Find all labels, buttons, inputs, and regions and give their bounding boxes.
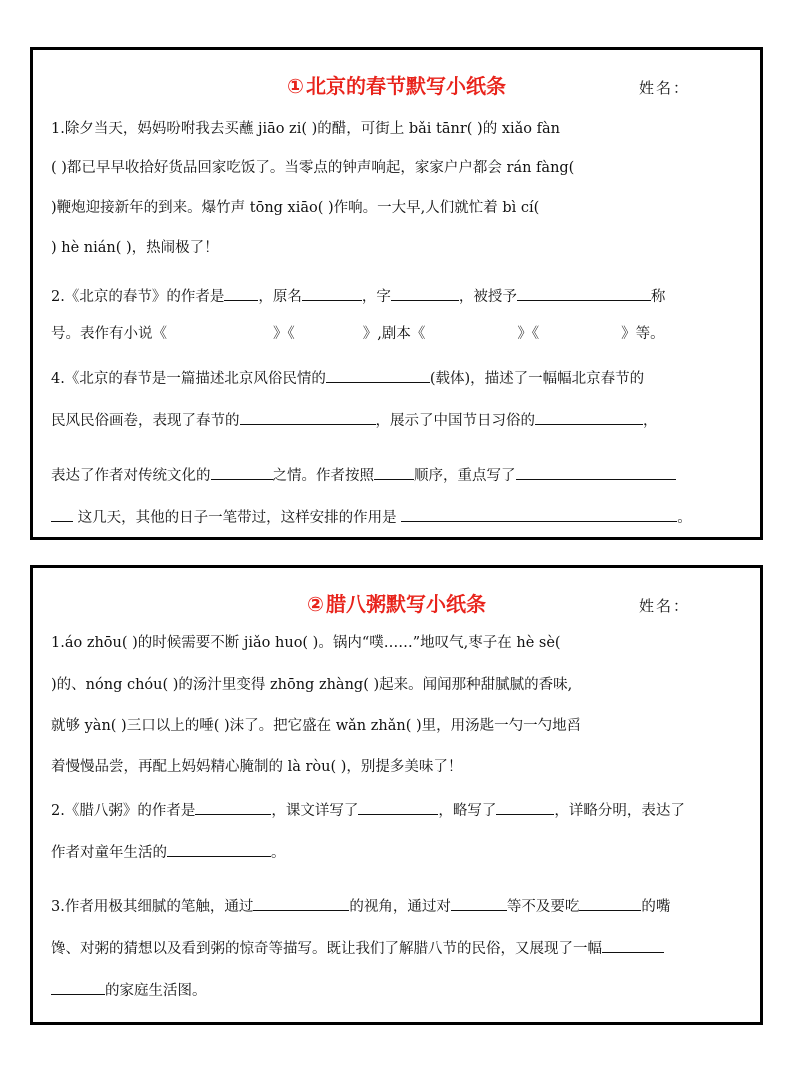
question-line: 4.《北京的春节是一篇描述北京风俗民情的 (载体)，描述了一幅幅北京春节的 [51,366,644,389]
answer-blank[interactable] [391,284,459,301]
question-line: 着慢慢品尝，再配上妈妈精心腌制的 là ròu( )，别提多美味了！ [51,759,463,775]
question-line: ) hè nián( )，热闹极了！ [51,240,219,256]
title-text: 腊八粥默写小纸条 [325,592,486,616]
answer-blank[interactable] [517,284,651,301]
question-line: 2.《北京的春节》的作者是 ，原名 ，字 ，被授予 称 [51,284,665,307]
question-line: 2.《腊八粥》的作者是 ，课文详写了 ，略写了 ，详略分明，表达了 [51,798,685,821]
question-line: 这几天，其他的日子一笔带过，这样安排的作用是 。 [51,505,692,528]
answer-blank[interactable] [211,463,273,480]
answer-blank[interactable] [401,505,677,522]
question-line: ( )都已早早收拾好货品回家吃饭了。当零点的钟声响起，家家户户都会 rán fàng( [51,160,575,176]
question-line: 民风民俗画卷，表现了春节的 ，展示了中国节日习俗的 ， [51,408,658,431]
question-line: 1.除夕当天，妈妈吩咐我去买蘸 jiāo zi( )的醋，可街上 bǎi tānr( )的 xiǎo fàn [51,121,560,137]
answer-blank[interactable] [167,840,271,857]
answer-blank[interactable] [496,798,554,815]
question-line: )鞭炮迎接新年的到来。爆竹声 tōng xiāo( )作响。一大早,人们就忙着 bì cí( [51,200,540,216]
question-line: 号。表作有小说《 》《 》,剧本《 》《 》等。 [51,326,665,342]
answer-blank[interactable] [302,284,362,301]
answer-blank[interactable] [51,978,105,995]
question-line: 表达了作者对传统文化的 之情。作者按照 顺序，重点写了 [51,463,676,486]
answer-blank[interactable] [253,894,349,911]
question-line: 3.作者用极其细腻的笔触，通过 的视角，通过对 等不及要吃 的嘴 [51,894,670,917]
answer-blank[interactable] [374,463,414,480]
question-line: 的家庭生活图。 [51,978,207,1001]
answer-blank[interactable] [516,463,676,480]
answer-blank[interactable] [195,798,271,815]
circled-number: ① [287,74,304,98]
answer-blank[interactable] [602,936,664,953]
answer-blank[interactable] [51,505,73,522]
question-line: 作者对童年生活的 。 [51,840,286,863]
question-line: 就够 yàn( )三口以上的唾( )沫了。把它盛在 wǎn zhǎn( )里，用汤匙一勺一勺地舀 [51,718,582,734]
name-label: 姓名： [638,79,690,97]
circled-number: ② [307,592,324,616]
question-line: )的、nóng chóu( )的汤汁里变得 zhōng zhàng( )起来。闻闻那种甜腻腻的香味, [51,677,573,693]
question-line: 1.áo zhōu( )的时候需要不断 jiǎo huo( )。锅内“噗……”地叹气,枣子在 hè sè( [51,635,561,651]
dictation-card-laba-porridge [30,565,763,1025]
title-text: 北京的春节默写小纸条 [305,74,506,98]
answer-blank[interactable] [224,284,258,301]
dictation-card-beijing-spring-festival [30,47,763,540]
name-label: 姓名： [638,597,690,615]
answer-blank[interactable] [579,894,641,911]
answer-blank[interactable] [240,408,376,425]
answer-blank[interactable] [326,366,430,383]
answer-blank[interactable] [358,798,438,815]
answer-blank[interactable] [535,408,643,425]
question-line: 馋、对粥的猜想以及看到粥的惊奇等描写。既让我们了解腊八节的民俗，又展现了一幅 [51,936,664,959]
answer-blank[interactable] [451,894,507,911]
